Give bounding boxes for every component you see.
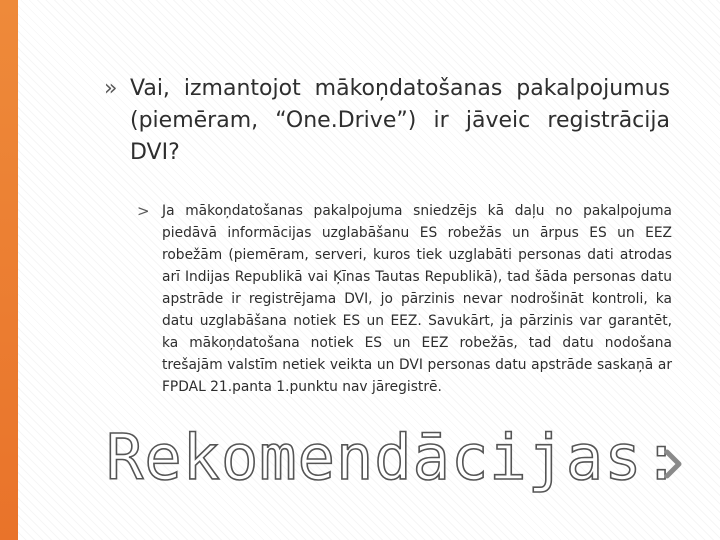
sub-bullet-icon: >	[137, 202, 150, 220]
chevron-right-icon[interactable]	[662, 449, 684, 479]
bullet-icon: »	[104, 76, 118, 101]
slide-body-text: Ja mākoņdatošanas pakalpojuma sniedzējs kā daļu no pakalpojuma piedāvā informācijas uzglabāšanu ES robežās un ārpus ES un EEZ robežām (piemēram, serveri, kuros tiek uzglabāti personas dati atrodas arī Indijas Republikā vai Ķīnas Tautas Republikā), tad šāda personas datu apstrāde ir registrējama DVI, jo pārzinis nevar nodrošināt kontroli, ka datu uzglabāšana notiek ES un EEZ. Savukārt, ja pārzinis var garantēt, ka mākoņdatošana notiek ES un EEZ robežās, tad datu nodošana trešajām valstīm netiek veikta un DVI personas datu apstrāde saskaņā ar FPDAL 21.panta 1.punktu nav jāregistrē.	[162, 203, 672, 395]
accent-bar	[0, 0, 18, 540]
slide-heading: Vai, izmantojot mākoņdatošanas pakalpojumus (piemēram, “One.Drive”) ir jāveic registrācija DVI?	[130, 76, 670, 165]
section-title: Rekomendācijas:	[106, 421, 681, 494]
